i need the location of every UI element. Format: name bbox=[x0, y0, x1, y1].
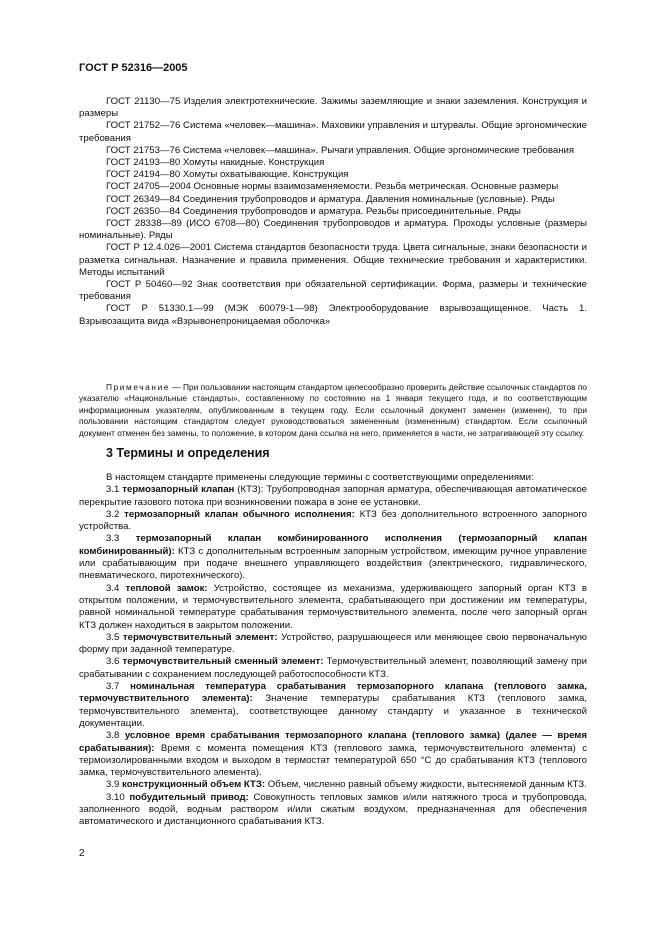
definition-term: конструкционный объем КТЗ: bbox=[122, 779, 266, 791]
reference-item: ГОСТ 24705—2004 Основные нормы взаимозаменяемости. Резьба метрическая. Основные размеры bbox=[106, 181, 559, 193]
document-code-header: ГОСТ Р 52316—2005 bbox=[79, 62, 188, 74]
definition-item bbox=[79, 632, 587, 657]
reference-item: ГОСТ 26350—84 Соединения трубопроводов и арматура. Резьбы присоединительные. Ряды bbox=[106, 205, 521, 217]
definition-term: термочувствительный элемент: bbox=[122, 631, 278, 643]
definition-number: 3.5 bbox=[106, 631, 120, 643]
definition-text: Термочувствительный элемент, позволяющий замену при срабатывании с сохранением последующей работоспособности КТЗ. bbox=[79, 656, 587, 680]
definition-number: 3.2 bbox=[106, 508, 120, 520]
note-block bbox=[79, 382, 587, 439]
definition-item bbox=[79, 583, 587, 632]
definition-item bbox=[79, 681, 587, 730]
definition-number: 3.9 bbox=[106, 779, 120, 791]
definition-term: номинальная температура срабатывания термозапорного клапана (теплового замка, термочувствительного элемента): bbox=[79, 681, 588, 705]
page-number: 2 bbox=[79, 848, 85, 859]
normative-references-list bbox=[79, 96, 587, 328]
definition-term: термозапорный клапан bbox=[122, 484, 235, 496]
definition-text: Значение температуры срабатывания КТЗ (теплового замка, термочувствительного элемента), соответствующее данному стандарту и указанное в технической документации. bbox=[79, 693, 587, 729]
definition-text: Время с момента помещения КТЗ (теплового замка, термочувствительного элемента) с термоизолированными входом и выходом в термостат температурой 650 °С до срабатывания КТЗ (теплового замка, термочувствительного элемента). bbox=[79, 742, 587, 779]
definitions-intro: В настоящем стандарте применены следующие термины с соответствующими определениями: bbox=[106, 472, 534, 483]
definition-number: 3.7 bbox=[106, 681, 120, 693]
definition-item bbox=[79, 656, 587, 681]
note-paragraph bbox=[79, 382, 587, 439]
note-label: Примечание bbox=[106, 382, 171, 392]
definition-item bbox=[79, 730, 587, 779]
definition-number: 3.1 bbox=[106, 484, 120, 496]
definition-term: условное время срабатывания термозапорного клапана (теплового замка) (далее — время срабатывания): bbox=[79, 730, 587, 754]
reference-item: ГОСТ 24194—80 Хомуты охватывающие. Конструкция bbox=[106, 169, 349, 181]
definition-number: 3.3 bbox=[106, 533, 120, 545]
definition-term: термозапорный клапан обычного исполнения: bbox=[124, 508, 355, 520]
definition-text: Объем, численно равный объему жидкости, вытесняемой данным КТЗ. bbox=[265, 779, 587, 791]
definition-number: 3.4 bbox=[106, 582, 120, 594]
definition-item bbox=[79, 484, 587, 509]
definition-term: термочувствительный сменный элемент: bbox=[122, 656, 324, 668]
definition-text: КТЗ без дополнительного встроенного запорного устройства. bbox=[79, 508, 588, 533]
reference-item: ГОСТ 21130—75 Изделия электротехнические. Зажимы заземляющие и знаки заземления. Конструкция и размеры bbox=[79, 96, 587, 120]
section-heading: 3 Термины и определения bbox=[106, 446, 270, 460]
definitions-section bbox=[79, 472, 587, 829]
reference-item: ГОСТ 21752—76 Система «человек—машина». Маховики управления и штурвалы. Общие эргономические требования bbox=[79, 120, 587, 144]
definition-item bbox=[79, 533, 587, 582]
definition-item bbox=[79, 792, 587, 829]
definition-item bbox=[79, 779, 587, 791]
definition-term: тепловой замок: bbox=[125, 582, 208, 594]
definition-text: Совокупность тепловых замков и/или натяжного троса и трубопровода, заполненного водой, водным раствором и/или сжатым воздухом, предназначенная для обеспечения автоматического и дистанционного срабатывания КТЗ. bbox=[79, 791, 587, 828]
reference-item: ГОСТ Р 12.4.026—2001 Система стандартов безопасности труда. Цвета сигнальные, знаки безопасности и разметка сигнальная. Назначение и правила применения. Общие технические требования и характеристики. Методы испытаний bbox=[79, 242, 587, 278]
reference-item: ГОСТ Р 51330.1—99 (МЭК 60079-1—98) Электрооборудование взрывозащищенное. Часть 1. Взрывозащита вида «Взрывонепроницаемая оболочка» bbox=[79, 303, 587, 327]
reference-item: ГОСТ 26349—84 Соединения трубопроводов и арматура. Давления номинальные (условные). Ряды bbox=[106, 193, 555, 205]
definition-number: 3.10 bbox=[106, 791, 125, 803]
reference-item: ГОСТ 21753—76 Система «человек—машина». Рычаги управления. Общие эргономические требования bbox=[106, 144, 575, 156]
reference-item: ГОСТ 28338—89 (ИСО 6708—80) Соединения трубопроводов и арматура. Проходы условные (размеры номинальные). Ряды bbox=[79, 218, 587, 242]
definition-text: (КТЗ): Трубопроводная запорная арматура, обеспечивающая автоматическое перекрытие газового потока при возникновении пожара в зоне ее установки. bbox=[79, 484, 587, 508]
definition-text: Устройство, разрушающееся или меняющее свою первоначальную форму при заданной температуре. bbox=[79, 631, 587, 656]
reference-item: ГОСТ 24193—80 Хомуты накидные. Конструкция bbox=[106, 157, 325, 169]
definition-text: Устройство, состоящее из механизма, удерживающего запорный орган КТЗ в открытом положении, и термочувствительного элемента, срабатывающего при достижении им температуры, равной номинальной температуре срабатывания термочувствительного элемента, после чего запорный орган КТЗ должен находиться в закрытом положении. bbox=[79, 582, 587, 631]
definition-text: КТЗ с дополнительным встроенным запорным устройством, имеющим ручное управление или срабатывающим при подаче внешнего управляющего воздействия (электрического, гидравлического, пневматического, пиротехнического). bbox=[79, 545, 587, 582]
note-text: — При пользовании настоящим стандартом целесообразно проверить действие ссылочных стандартов по указателю «Национальные стандарты», составленному по состоянию на 1 января текущего года, и по соответствующим информационным указателям, опубликованным в текущем году. Если ссылочный документ заменен (изменен), то при пользовании настоящим стандартом следует руководствоваться замененным (измененным) стандартом. Если ссылочный документ отменен без замены, то положение, в котором дана ссылка на него, применяется в части, не затрагивающей эту ссылку. bbox=[79, 382, 587, 438]
definition-number: 3.8 bbox=[106, 730, 120, 742]
definition-item bbox=[79, 509, 587, 534]
definition-term: побудительный привод: bbox=[129, 791, 249, 803]
reference-item: ГОСТ Р 50460—92 Знак соответствия при обязательной сертификации. Форма, размеры и технические требования bbox=[79, 279, 587, 303]
definition-term: термозапорный клапан комбинированного исполнения (термозапорный клапан комбинированный): bbox=[79, 533, 587, 557]
definition-number: 3.6 bbox=[106, 656, 120, 668]
